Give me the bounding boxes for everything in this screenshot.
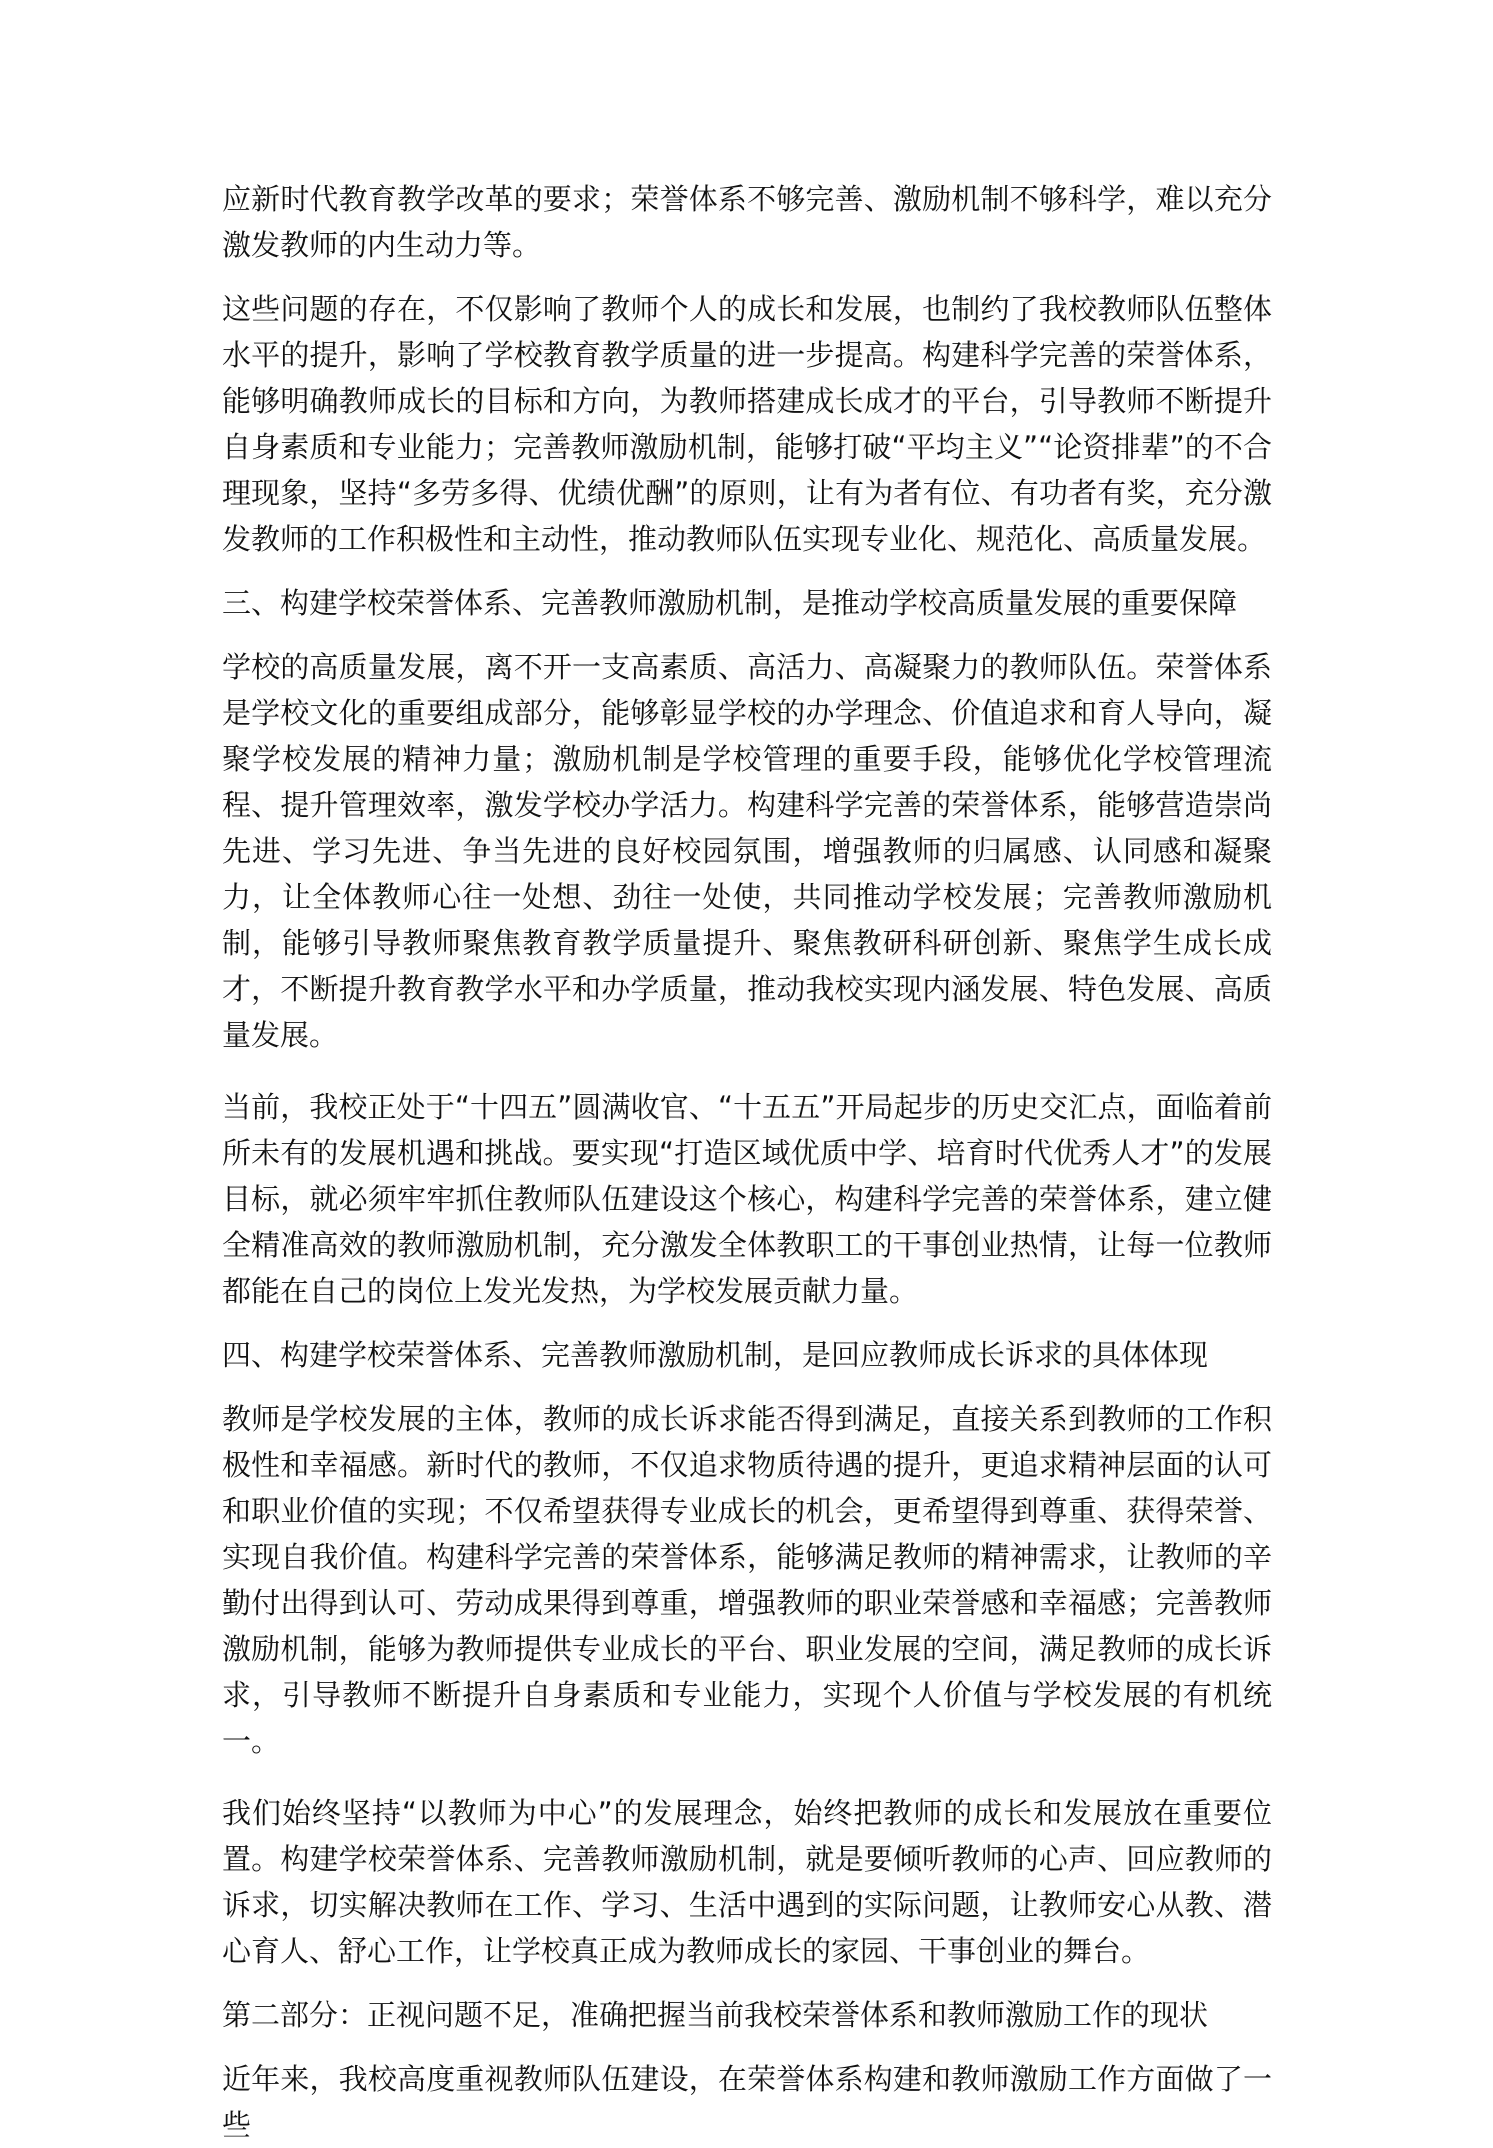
- paragraph-1: 应新时代教育教学改革的要求；荣誉体系不够完善、激励机制不够科学，难以充分激发教师的内生动力等。: [222, 182, 1272, 262]
- paragraph-3: 学校的高质量发展，离不开一支高素质、高活力、高凝聚力的教师队伍。荣誉体系是学校文化的重要组成部分，能够彰显学校的办学理念、价值追求和育人导向，凝聚学校发展的精神力量；激励机制是学校管理的重要手段，能够优化学校管理流程、提升管理效率，激发学校办学活力。构建科学完善的荣誉体系，能够营造崇尚先进、学习先进、争当先进的良好校园氛围，增强教师的归属感、认同感和凝聚力，让全体教师心往一处想、劲往一处使，共同推动学校发展；完善教师激励机制，能够引导教师聚焦教育教学质量提升、聚焦教研科研创新、聚焦学生成长成才，不断提升教育教学水平和办学质量，推动我校实现内涵发展、特色发展、高质量发展。: [222, 650, 1272, 1052]
- paragraph-4: 当前，我校正处于“十四五”圆满收官、“十五五”开局起步的历史交汇点，面临着前所未有的发展机遇和挑战。要实现“打造区域优质中学、培育时代优秀人才”的发展目标，就必须牢牢抓住教师队伍建设这个核心，构建科学完善的荣誉体系，建立健全精准高效的教师激励机制，充分激发全体教职工的干事创业热情，让每一位教师都能在自己的岗位上发光发热，为学校发展贡献力量。: [222, 1090, 1272, 1308]
- paragraph-5: 教师是学校发展的主体，教师的成长诉求能否得到满足，直接关系到教师的工作积极性和幸福感。新时代的教师，不仅追求物质待遇的提升，更追求精神层面的认可和职业价值的实现；不仅希望获得专业成长的机会，更希望得到尊重、获得荣誉、实现自我价值。构建科学完善的荣誉体系，能够满足教师的精神需求，让教师的辛勤付出得到认可、劳动成果得到尊重，增强教师的职业荣誉感和幸福感；完善教师激励机制，能够为教师提供专业成长的平台、职业发展的空间，满足教师的成长诉求，引导教师不断提升自身素质和专业能力，实现个人价值与学校发展的有机统一。: [222, 1402, 1272, 1758]
- paragraph-2: 这些问题的存在，不仅影响了教师个人的成长和发展，也制约了我校教师队伍整体水平的提升，影响了学校教育教学质量的进一步提高。构建科学完善的荣誉体系，能够明确教师成长的目标和方向，为教师搭建成长成才的平台，引导教师不断提升自身素质和专业能力；完善教师激励机制，能够打破“平均主义”“论资排辈”的不合理现象，坚持“多劳多得、优绩优酬”的原则，让有为者有位、有功者有奖，充分激发教师的工作积极性和主动性，推动教师队伍实现专业化、规范化、高质量发展。: [222, 292, 1272, 556]
- paragraph-7: 近年来，我校高度重视教师队伍建设，在荣誉体系构建和教师激励工作方面做了一些: [222, 2062, 1272, 2142]
- document-page: [222, 176, 1272, 2148]
- section-heading-4: 四、构建学校荣誉体系、完善教师激励机制，是回应教师成长诉求的具体体现: [222, 1338, 1209, 1372]
- paragraph-6: 我们始终坚持“以教师为中心”的发展理念，始终把教师的成长和发展放在重要位置。构建学校荣誉体系、完善教师激励机制，就是要倾听教师的心声、回应教师的诉求，切实解决教师在工作、学习、生活中遇到的实际问题，让教师安心从教、潜心育人、舒心工作，让学校真正成为教师成长的家园、干事创业的舞台。: [222, 1796, 1272, 1968]
- part-two-heading: 第二部分：正视问题不足，准确把握当前我校荣誉体系和教师激励工作的现状: [222, 1998, 1209, 2032]
- section-heading-3: 三、构建学校荣誉体系、完善教师激励机制，是推动学校高质量发展的重要保障: [222, 586, 1238, 620]
